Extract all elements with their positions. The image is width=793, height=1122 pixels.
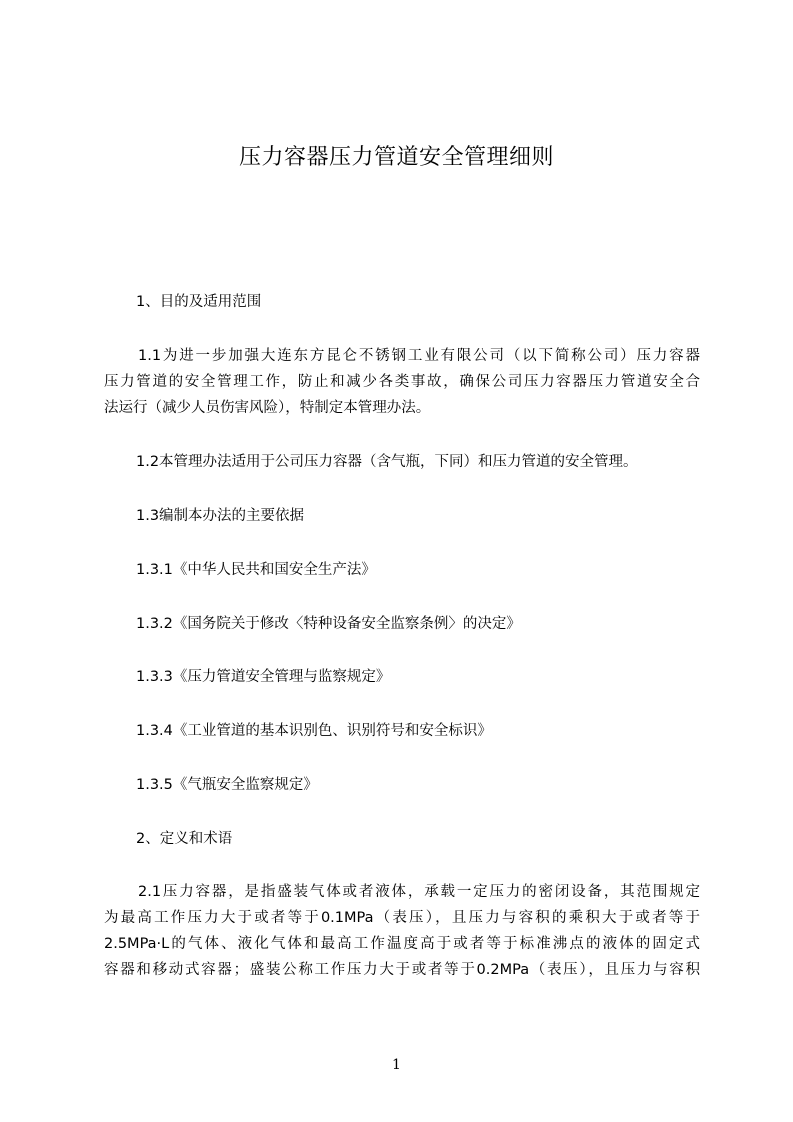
- paragraph-1-3: 1.3编制本办法的主要依据: [136, 508, 305, 524]
- paragraph-1-3-1: 1.3.1《中华人民共和国安全生产法》: [136, 562, 376, 578]
- page-number: 1: [392, 1057, 401, 1073]
- paragraph-1-3-3: 1.3.3《压力管道安全管理与监察规定》: [136, 669, 391, 685]
- paragraph-1-3-2: 1.3.2《国务院关于修改〈特种设备安全监察条例〉的决定》: [136, 616, 521, 632]
- paragraph-1-3-4: 1.3.4《工业管道的基本识别色、识别符号和安全标识》: [136, 723, 492, 739]
- paragraph-2-1-line-3: 2.5MPa·L的气体、液化气体和最高工作温度高于或者等于标准沸点的液体的固定式: [104, 936, 700, 952]
- paragraph-2-1-line-2: 为最高工作压力大于或者等于0.1MPa（表压），且压力与容积的乘积大于或者等于: [104, 910, 700, 926]
- paragraph-1-3-5: 1.3.5《气瓶安全监察规定》: [136, 777, 318, 793]
- paragraph-2-1-line-1: 2.1压力容器，是指盛装气体或者液体，承载一定压力的密闭设备，其范围规定: [138, 884, 700, 900]
- paragraph-1-1-line-1: 1.1为进一步加强大连东方昆仑不锈钢工业有限公司（以下简称公司）压力容器: [138, 348, 700, 364]
- section-2-heading: 2、定义和术语: [136, 831, 233, 847]
- section-1-heading: 1、目的及适用范围: [136, 294, 262, 310]
- paragraph-1-2: 1.2本管理办法适用于公司压力容器（含气瓶，下同）和压力管道的安全管理。: [136, 454, 638, 470]
- document-title: 压力容器压力管道安全管理细则: [238, 145, 554, 170]
- paragraph-2-1-line-4: 容器和移动式容器；盛装公称工作压力大于或者等于0.2MPa（表压），且压力与容积: [104, 962, 700, 978]
- paragraph-1-1-line-2: 压力管道的安全管理工作，防止和减少各类事故，确保公司压力容器压力管道安全合: [104, 374, 700, 390]
- paragraph-1-1-line-3: 法运行（减少人员伤害风险），特制定本管理办法。: [104, 400, 431, 416]
